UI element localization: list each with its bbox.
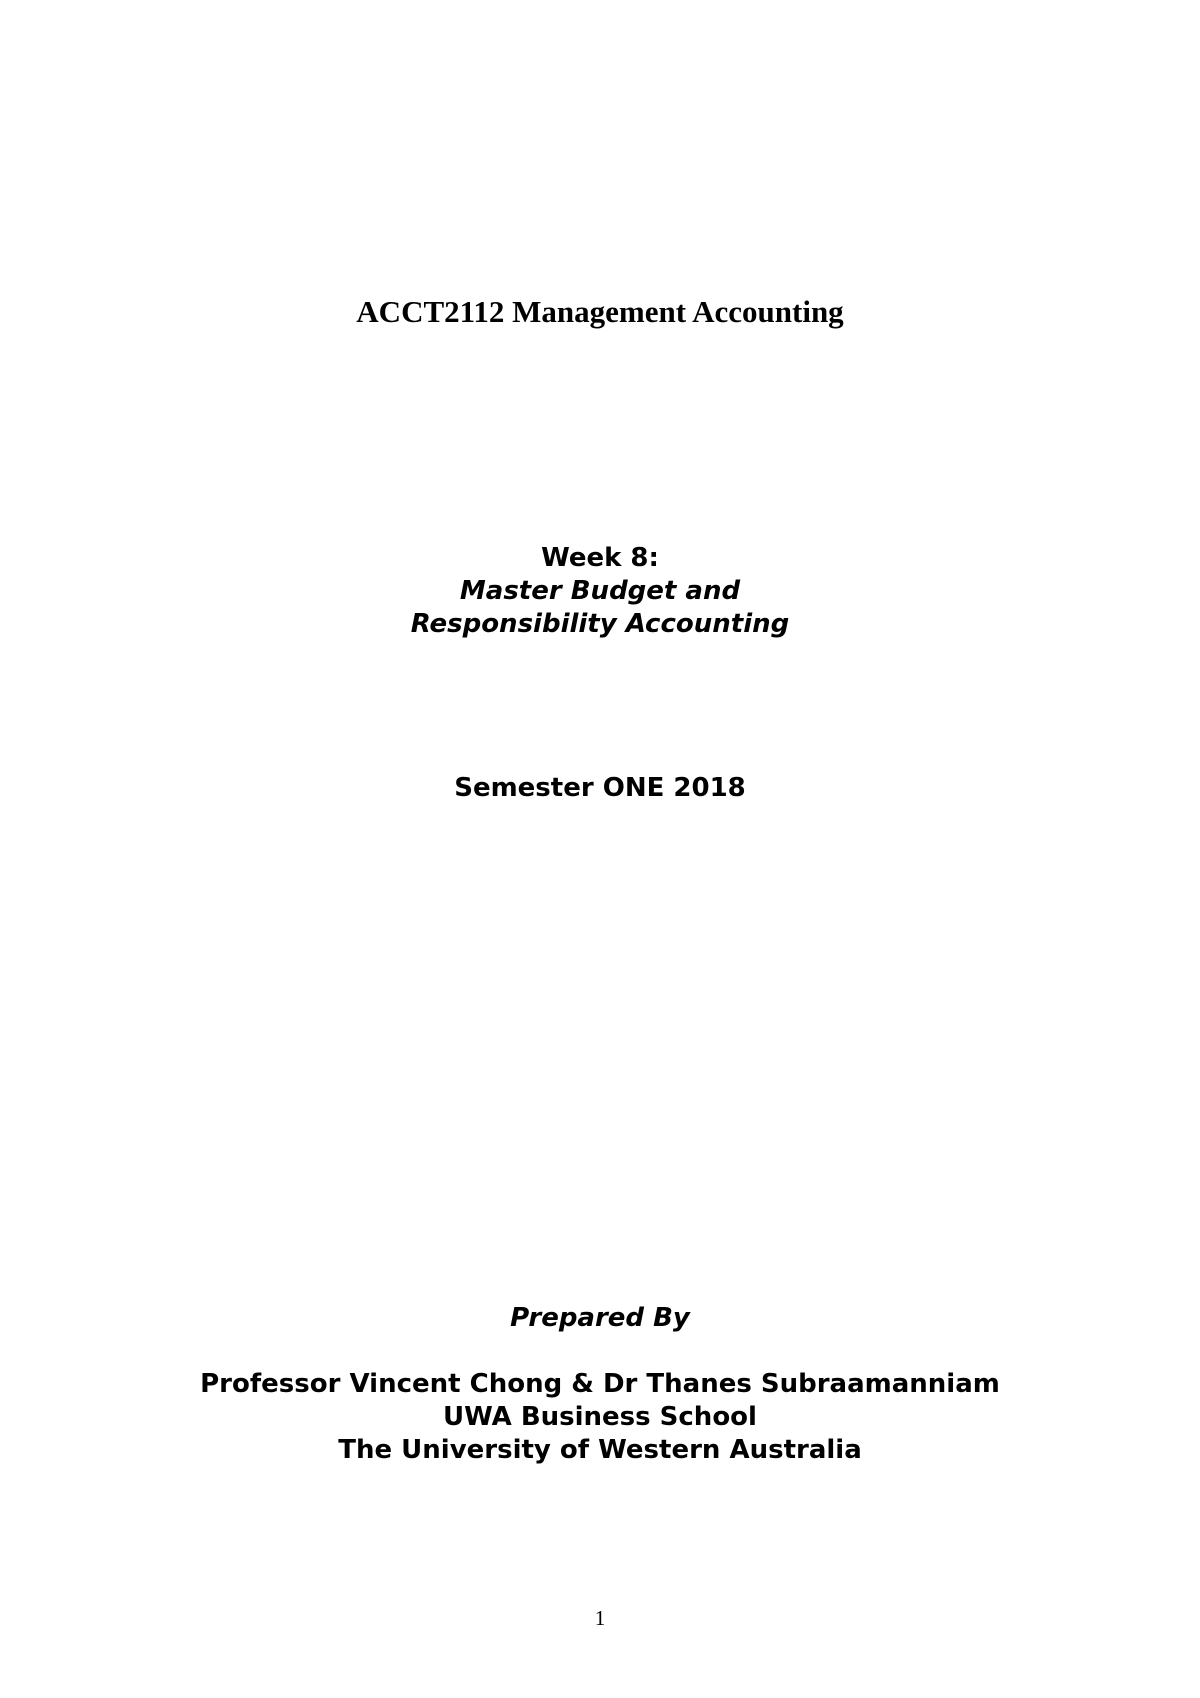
prepared-by-label: Prepared By	[510, 1303, 690, 1333]
university-name: The University of Western Australia	[338, 1435, 862, 1465]
authors-block	[0, 1368, 1200, 1467]
week-label: Week 8:	[541, 543, 659, 573]
course-title: ACCT2112 Management Accounting	[356, 294, 844, 329]
school-name: UWA Business School	[443, 1402, 757, 1432]
authors-names: Professor Vincent Chong & Dr Thanes Subraamanniam	[200, 1369, 1000, 1399]
topic-line-2: Responsibility Accounting	[410, 609, 790, 639]
topic-line-1: Master Budget and	[459, 576, 741, 606]
semester-label: Semester ONE 2018	[454, 773, 746, 803]
page-number: 1	[594, 1606, 606, 1630]
week-heading-block	[0, 542, 1200, 641]
